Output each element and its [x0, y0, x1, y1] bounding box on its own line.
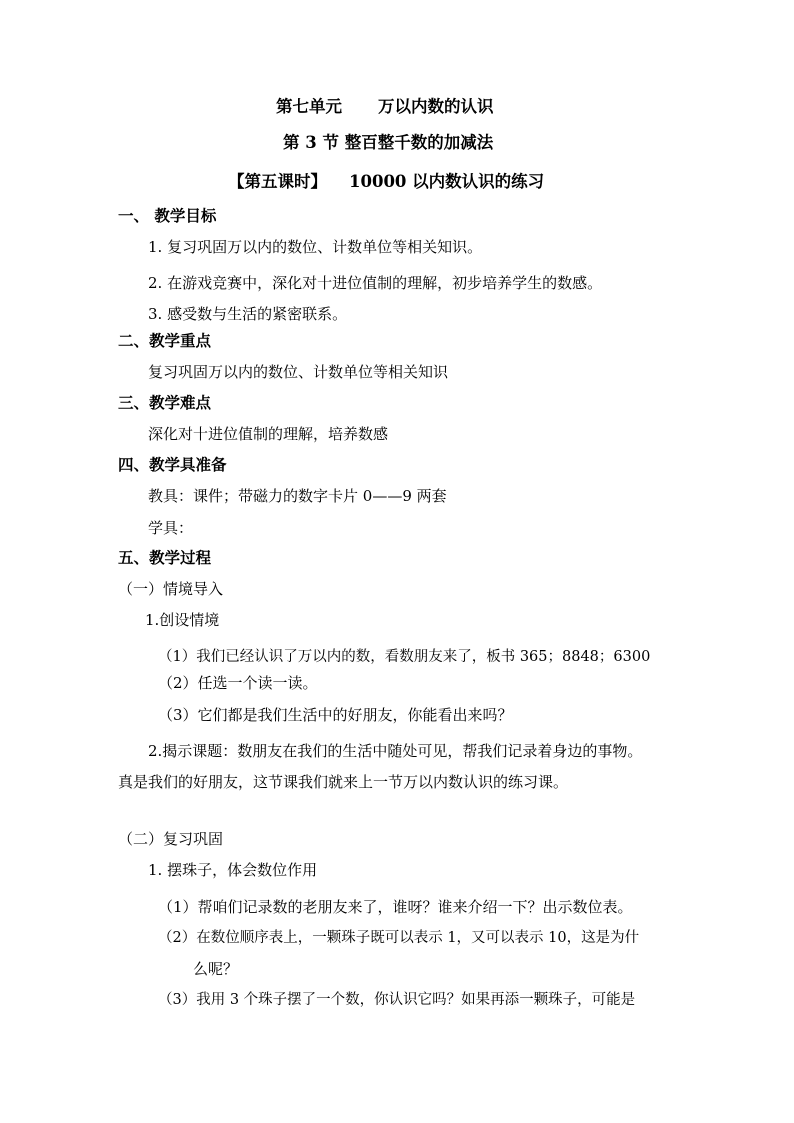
part2-q2-line1: （2）在数位顺序表上，一颗珠子既可以表示 1，又可以表示 10，这是为什	[158, 930, 640, 946]
s2-heading: 二、教学重点	[118, 331, 212, 350]
unit-label: 第七单元	[276, 97, 342, 116]
s1-item-3: 3. 感受数与生活的紧密联系。	[148, 305, 348, 323]
unit-name: 万以内数的认识	[378, 97, 494, 116]
s1-heading: 一、 教学目标	[118, 206, 217, 225]
s4-teacher-tools: 教具：课件；带磁力的数字卡片 0——9 两套	[148, 487, 447, 505]
part1-q3: （3）它们都是我们生活中的好朋友，你能看出来吗？	[158, 706, 513, 724]
part2-q3: （3）我用 3 个珠子摆了一个数，你认识它吗？如果再添一颗珠子，可能是	[158, 992, 636, 1008]
s3-text: 深化对十进位值制的理解，培养数感	[148, 425, 389, 443]
part1-step1: 1.创设情境	[145, 611, 220, 629]
s3-heading: 三、教学难点	[118, 393, 212, 412]
lesson-tag: 【第五课时】	[228, 172, 327, 191]
s2-text: 复习巩固万以内的数位、计数单位等相关知识	[148, 363, 449, 381]
unit-title-line	[276, 97, 494, 117]
s1-item-1: 1. 复习巩固万以内的数位、计数单位等相关知识。	[148, 238, 483, 256]
s4-heading: 四、教学具准备	[118, 455, 227, 474]
s1-item-2: 2. 在游戏竞赛中，深化对十进位值制的理解，初步培养学生的数感。	[148, 274, 603, 292]
part1-q2: （2）任选一个读一读。	[158, 674, 318, 692]
part2-step1: 1. 摆珠子，体会数位作用	[148, 861, 318, 879]
part2-title: （二）复习巩固	[118, 830, 224, 848]
s4-student-tools: 学具：	[148, 519, 194, 537]
lesson-name: 10000 以内数认识的练习	[349, 172, 545, 191]
part1-q1: （1）我们已经认识了万以内的数，看数朋友来了，板书 365；8848；6300	[158, 649, 651, 665]
section-title: 第 3 节 整百整千数的加减法	[283, 133, 494, 152]
lesson-title-line	[228, 172, 544, 192]
part1-step2-line2: 真是我们的好朋友，这节课我们就来上一节万以内数认识的练习课。	[118, 773, 569, 791]
part1-step2-line1: 2.揭示课题：数朋友在我们的生活中随处可见，帮我们记录着身边的事物。	[148, 742, 643, 760]
part2-q2-line2: 么呢？	[193, 960, 239, 978]
s5-heading: 五、教学过程	[118, 548, 212, 567]
part2-q1: （1）帮咱们记录数的老朋友来了，谁呀？谁来介绍一下？出示数位表。	[158, 898, 633, 916]
part1-title: （一）情境导入	[118, 580, 224, 598]
